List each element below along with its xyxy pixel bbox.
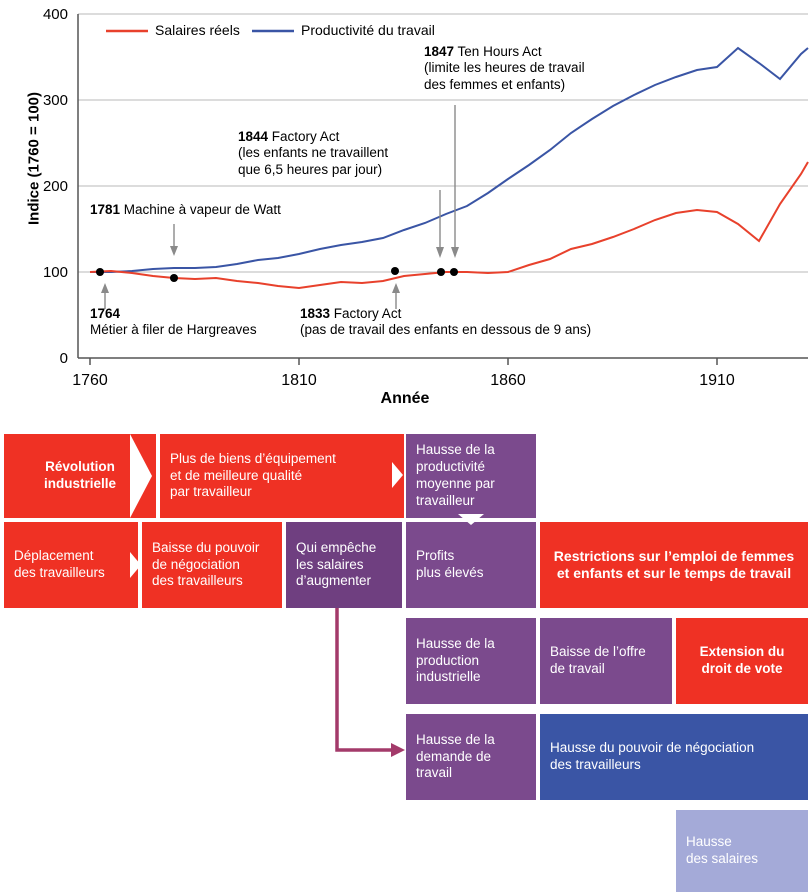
- legend-item-salaires: [155, 22, 240, 38]
- ytick-100: 100: [42, 264, 68, 281]
- marker-1764: [96, 268, 104, 276]
- chart-container: [0, 0, 810, 420]
- ytick-400: 400: [42, 6, 68, 23]
- legend-label-productivite: Productivité du travail: [301, 22, 435, 38]
- flow-box-productivity: Hausse de la productivité moyenne par travailleur: [406, 434, 536, 518]
- flow-box-profits: Profits plus élevés: [406, 522, 536, 608]
- chevron-revolution-icon: [130, 434, 164, 518]
- marker-1781: [170, 274, 178, 282]
- annotation-1833: 1833 Factory Act (pas de travail des enfants en dessous de 9 ans): [300, 306, 592, 338]
- xtick-1860: 1860: [490, 372, 526, 389]
- xtick-1910: 1910: [699, 372, 735, 389]
- flow-box-displacement: Déplacement des travailleurs: [4, 522, 138, 608]
- flow-box-capital-goods: Plus de biens d’équipement et de meilleure qualité par travailleur: [160, 434, 404, 518]
- flow-box-bargaining-down: Baisse du pouvoir de négociation des travailleurs: [142, 522, 282, 608]
- xtick-1760: 1760: [72, 372, 108, 389]
- flow-box-restrictions: Restrictions sur l’emploi de femmes et enfants et sur le temps de travail: [540, 522, 808, 608]
- flow-box-labour-demand-up: Hausse de la demande de travail: [406, 714, 536, 800]
- annotation-1781: 1781 Machine à vapeur de Watt: [90, 202, 281, 217]
- flow-box-bargaining-up: Hausse du pouvoir de négociation des travailleurs: [540, 714, 808, 800]
- ytick-0: 0: [59, 350, 68, 367]
- arrow-down-icon-1: [458, 514, 484, 525]
- arrow-right-icon-2: [130, 552, 141, 578]
- annotation-1844: 1844 Factory Act (les enfants ne travaillent que 6,5 heures par jour): [238, 129, 389, 177]
- ytick-200: 200: [42, 178, 68, 195]
- annotation-1764: 1764 Métier à filer de Hargreaves: [90, 306, 257, 338]
- flow-box-revolution: Révolution industrielle: [4, 434, 156, 518]
- flow-diagram: [0, 430, 810, 892]
- marker-1833: [391, 267, 399, 275]
- arrow-right-icon-1: [392, 462, 403, 488]
- flow-box-labour-supply-down: Baisse de l’offre de travail: [540, 618, 672, 704]
- x-axis-title: Année: [380, 390, 430, 407]
- legend-label-salaires: Salaires réels: [155, 22, 240, 38]
- ytick-300: 300: [42, 92, 68, 109]
- flow-box-industrial-output: Hausse de la production industrielle: [406, 618, 536, 704]
- flow-box-prevents-wages: Qui empêche les salaires d’augmenter: [286, 522, 402, 608]
- marker-1847: [450, 268, 458, 276]
- marker-1844: [437, 268, 445, 276]
- flow-box-voting-rights: Extension du droit de vote: [676, 618, 808, 704]
- flow-box-wages-up: Hausse des salaires: [676, 810, 808, 892]
- xtick-1810: 1810: [281, 372, 317, 389]
- y-axis-title: Indice (1760 = 100): [25, 92, 43, 225]
- legend-item-productivite: [301, 22, 435, 38]
- annotation-1847: 1847 Ten Hours Act (limite les heures de travail des femmes et enfants): [424, 44, 585, 92]
